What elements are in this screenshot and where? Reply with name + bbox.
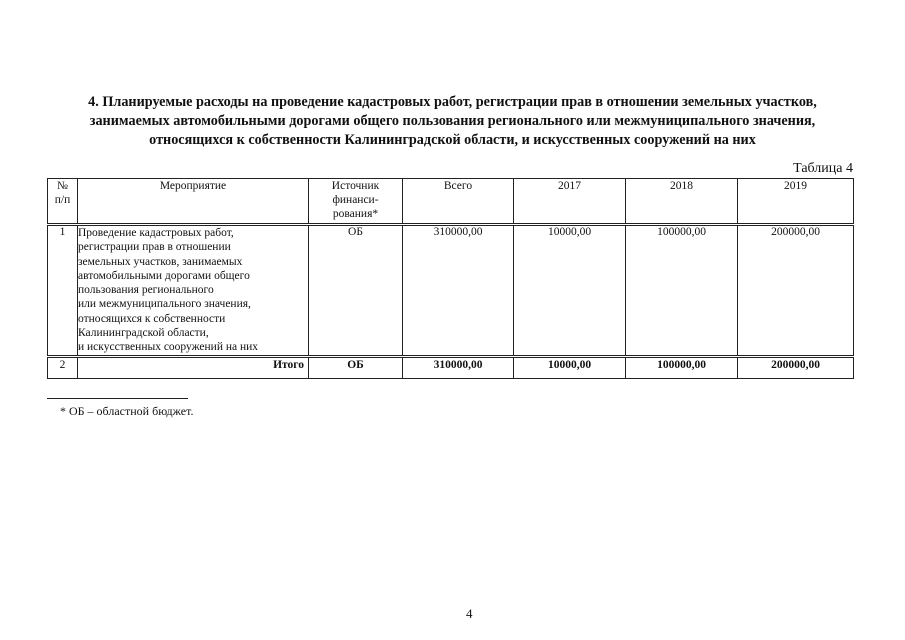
- row-2018: 100000,00: [626, 225, 738, 357]
- header-source: Источник финанси- рования*: [309, 179, 403, 225]
- title-line-1: 4. Планируемые расходы на проведение кадастровых работ, регистрации прав в отношении земельных участков,: [88, 94, 817, 110]
- total-2018: 100000,00: [626, 357, 738, 379]
- total-2019: 200000,00: [738, 357, 854, 379]
- row-total: 310000,00: [403, 225, 514, 357]
- header-activity: Мероприятие: [78, 179, 309, 225]
- total-source: ОБ: [309, 357, 403, 379]
- row-2017: 10000,00: [514, 225, 626, 357]
- header-2017: 2017: [514, 179, 626, 225]
- footnote: * ОБ – областной бюджет.: [60, 404, 194, 418]
- table-caption: Таблица 4: [793, 161, 853, 176]
- total-2017: 10000,00: [514, 357, 626, 379]
- table-total-row: [48, 357, 854, 379]
- title-line-2: занимаемых автомобильными дорогами общего пользования регионального или межмуниципального значения,: [89, 113, 816, 129]
- footnote-divider: [47, 398, 188, 399]
- header-total: Всего: [403, 179, 514, 225]
- total-total: 310000,00: [403, 357, 514, 379]
- row-activity: Проведение кадастровых работ, регистрации прав в отношении земельных участков, занимаемых автомобильными дорогами общего пользования регионального или межмуниципального значения, относящихся к собственности Калининградской области, и искусственных сооружений на них: [78, 225, 309, 357]
- header-2018: 2018: [626, 179, 738, 225]
- row-source: ОБ: [309, 225, 403, 357]
- row-2019: 200000,00: [738, 225, 854, 357]
- header-num: № п/п: [48, 179, 78, 225]
- total-num: 2: [48, 357, 78, 379]
- row-num: 1: [48, 225, 78, 357]
- header-2019: 2019: [738, 179, 854, 225]
- total-label: Итого: [78, 357, 309, 379]
- table-header-row: [48, 179, 854, 225]
- table-row: [48, 225, 854, 357]
- page-title: [40, 93, 865, 150]
- page-number: 4: [466, 606, 473, 621]
- title-line-3: относящихся к собственности Калининградской области, и искусственных сооружений на них: [149, 132, 756, 148]
- expenses-table: [47, 178, 854, 379]
